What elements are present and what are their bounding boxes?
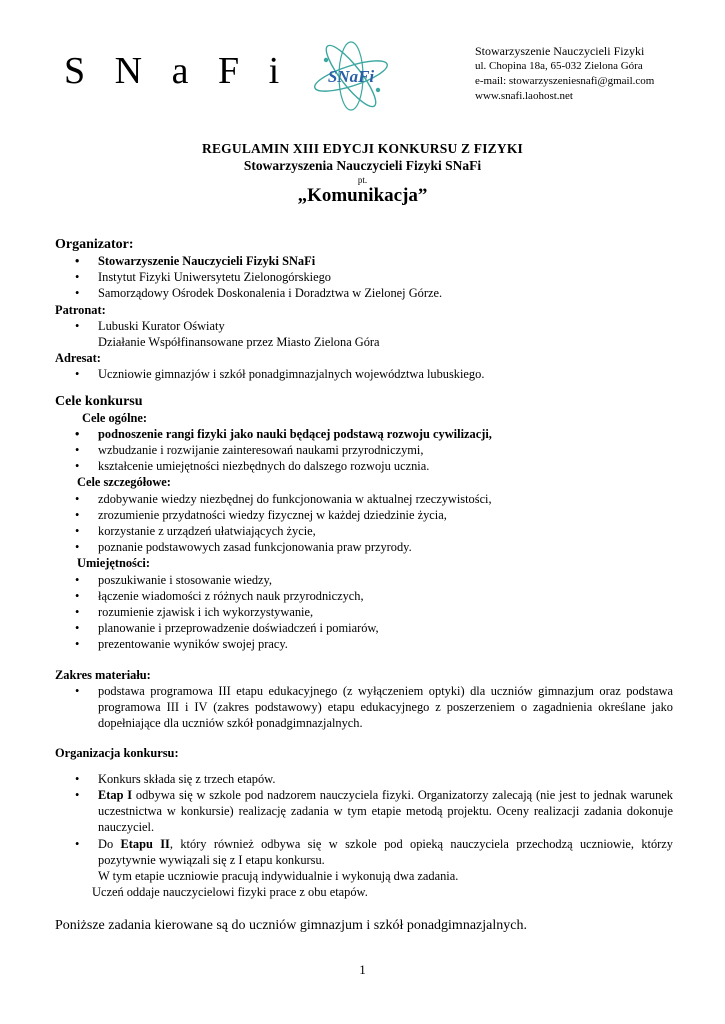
etap-2-line3: Uczeń oddaje nauczycielowi fizyki prace z obu etapów. [92,885,368,900]
list-item: • wzbudzanie i rozwijanie zainteresowań naukami przyrodniczymi, [55,442,673,458]
etap-1-label: Etap I [98,787,133,802]
list-item: • podstawa programowa III etapu edukacyjnego (z wyłączeniem optyki) dla uczniów gimnazjum oraz podstawa programowa III i IV (zakres podstawowy) etapu edukacyjnego z poszerzeniem o zagadnienia określane jako dopełniające dla uczniów szkół ponadgimnazjalnych. [55,683,673,732]
section-adresat-heading: Adresat: [55,351,101,366]
cele-szczegolowe-list [55,491,673,556]
umiejetnosci-heading: Umiejętności: [77,556,150,571]
etap-2-text: , który również odbywa się w szkole pod opieką nauczyciela przechodzą uczniowie, którzy pozytywnie wywiązali się z I etapu konkursu. [98,836,673,867]
list-item: • planowanie i przeprowadzenie doświadczeń i pomiarów, [55,620,673,636]
cele-szczegolowe-heading: Cele szczegółowe: [77,475,171,490]
etap-2-prefix: Do [98,836,121,851]
contact-organization: Stowarzyszenie Nauczycieli Fizyki [475,44,645,58]
list-item: • Lubuski Kurator Oświaty [55,318,673,334]
section-organizator-heading: Organizator: [55,237,134,252]
cele-ogolne-list [55,426,673,475]
patronat-continuation: Działanie Współfinansowane przez Miasto Zielona Góra [98,335,380,350]
adresat-list [55,366,673,382]
page-number: 1 [359,962,366,977]
list-item: • podnoszenie rangi fizyki jako nauki będącej podstawą rozwoju cywilizacji, [55,426,673,442]
snafi-logo-icon [308,40,394,112]
list-item [55,787,673,836]
contact-address: ul. Chopina 18a, 65-032 Zielona Góra [475,60,643,72]
list-item: • korzystanie z urządzeń ułatwiających życie, [55,523,673,539]
section-patronat-heading: Patronat: [55,302,106,317]
list-item [55,836,673,868]
document-body [55,236,673,949]
contact-website: www.snafi.laohost.net [475,90,573,102]
list-item: • prezentowanie wyników swojej pracy. [55,636,673,652]
list-item: • Uczniowie gimnazjów i szkół ponadgimnazjalnych województwa lubuskiego. [55,366,673,382]
doc-theme-title: „Komunikacja” [297,185,428,206]
list-item: • łączenie wiadomości z różnych nauk przyrodniczych, [55,588,673,604]
section-cele-heading: Cele konkursu [55,393,143,409]
section-organizacja-heading: Organizacja konkursu: [55,746,179,761]
etap-2-line2: W tym etapie uczniowie pracują indywidualnie i wykonują dwa zadania. [98,868,459,883]
organizator-list [55,253,673,302]
list-item: • Stowarzyszenie Nauczycieli Fizyki SNaFi [55,253,673,269]
final-note: Poniższe zadania kierowane są do uczniów gimnazjum i szkół ponadgimnazjalnych. [55,918,527,934]
list-item: • zrozumienie przydatności wiedzy fizycznej w każdej dziedzinie życia, [55,507,673,523]
doc-title: REGULAMIN XIII EDYCJI KONKURSU Z FIZYKI [202,141,523,156]
list-item: • rozumienie zjawisk i ich wykorzystywanie, [55,604,673,620]
umiejetnosci-list [55,572,673,653]
doc-title-pt: pt. [357,175,368,185]
doc-subtitle: Stowarzyszenia Nauczycieli Fizyki SNaFi [243,158,482,173]
contact-block [475,44,654,104]
patronat-list [55,318,673,334]
etap-2-label: Etapu II [120,836,170,851]
zakres-list [55,683,673,732]
list-item: • poznanie podstawowych zasad funkcjonowania praw przyrody. [55,539,673,555]
list-item: • zdobywanie wiedzy niezbędnej do funkcjonowania w aktualnej rzeczywistości, [55,491,673,507]
brand-wordmark: S N a F i [64,50,290,92]
contact-email: e-mail: stowarzyszeniesnafi@gmail.com [475,75,655,87]
organizacja-list [55,771,673,868]
cele-ogolne-heading: Cele ogólne: [82,410,148,425]
list-item: • kształcenie umiejętności niezbędnych do dalszego rozwoju ucznia. [55,458,673,474]
section-zakres-heading: Zakres materiału: [55,667,151,682]
list-item: • poszukiwanie i stosowanie wiedzy, [55,572,673,588]
list-item: • Instytut Fizyki Uniwersytetu Zielonogórskiego [55,269,673,285]
list-item: • Konkurs składa się z trzech etapów. [55,771,673,787]
logo-text: SNaFi [327,67,375,86]
etap-1-text: odbywa się w szkole pod nadzorem nauczyciela fizyki. Organizatorzy zalecają (nie jest to jednak warunek uczestnictwa w konkursie) realizację zadania w tym etapie metodą projektu. Oceny realizacji zadania dokonuje nauczyciel. [98,787,673,835]
list-item: • Samorządowy Ośrodek Doskonalenia i Doradztwa w Zielonej Górze. [55,285,673,301]
